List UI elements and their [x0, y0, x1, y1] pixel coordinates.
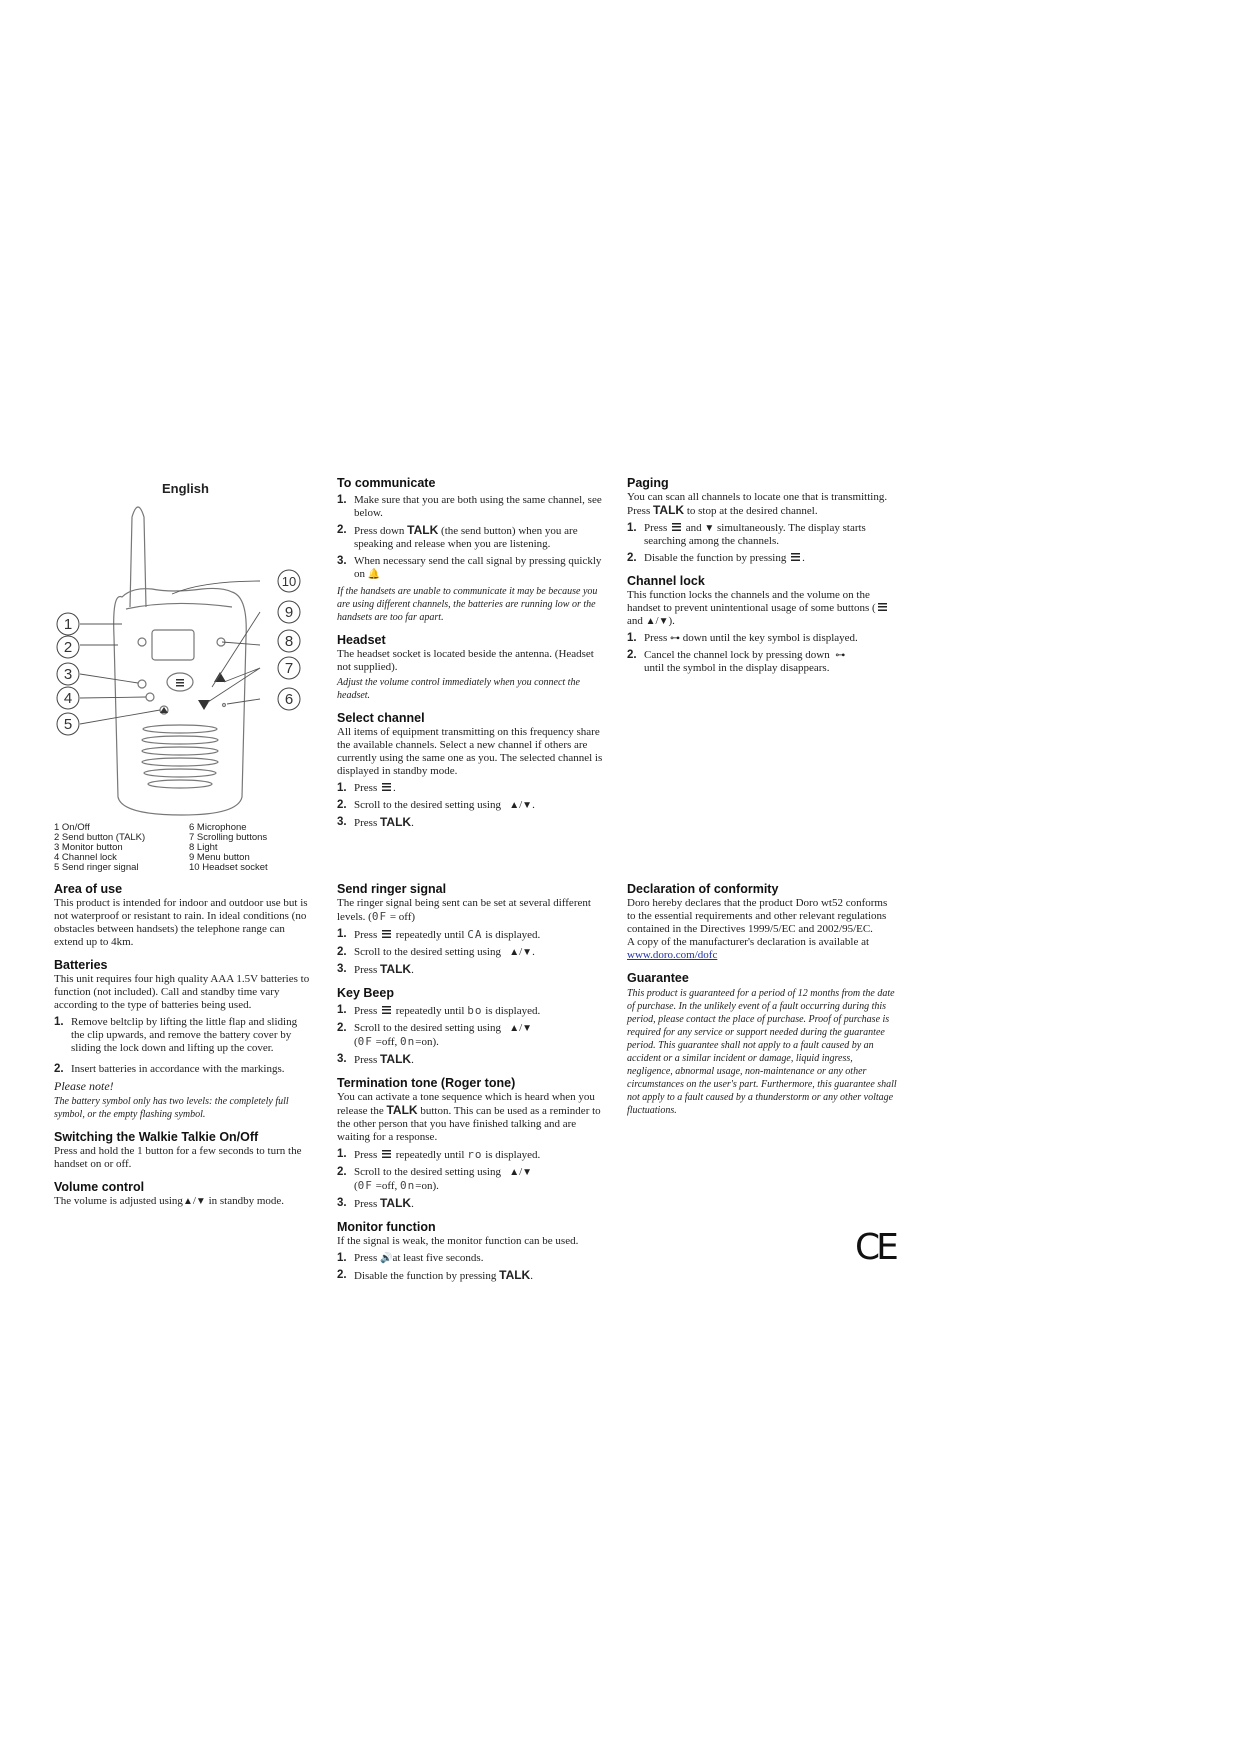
- col3-lower: [627, 873, 897, 1119]
- declaration-copy: A copy of the manufacturer's declaration is available at: [627, 936, 870, 948]
- callout-9: 9: [284, 604, 294, 621]
- ringer-steps: [337, 928, 607, 977]
- down-arrow-icon: ▼: [522, 1023, 533, 1034]
- termination-text: You can activate a tone sequence which is heard when you release the TALK button. This can be used as a reminder to the other person that you have finished talking and are waiting for a response.: [337, 1091, 601, 1143]
- monitor-text: If the signal is weak, the monitor function can be used.: [337, 1235, 579, 1247]
- channel-lock-heading: Channel lock: [627, 574, 705, 588]
- walkie-talkie-diagram: [52, 497, 317, 822]
- area-of-use-heading: Area of use: [54, 882, 123, 896]
- batteries-steps: [54, 1016, 312, 1076]
- monitor-steps: [337, 1252, 607, 1283]
- list-item: 2. Disable the function by pressing TALK.: [337, 1268, 533, 1282]
- down-arrow-icon: ▼: [704, 523, 715, 534]
- communicate-note: If the handsets are unable to communicate it may be because you are using different channels, the batteries are running low or the handsets are too far apart.: [337, 586, 598, 623]
- menu-icon: [382, 1006, 391, 1015]
- battery-note: The battery symbol only has two levels: the completely full symbol, or the empty flashing symbol.: [54, 1096, 289, 1120]
- list-item: 1. Press repeatedly until ro is displayed.: [337, 1148, 541, 1161]
- column-2: [337, 467, 607, 1282]
- down-arrow-icon: ▼: [522, 1167, 533, 1178]
- key-beep-steps: [337, 1004, 607, 1067]
- guarantee-heading: Guarantee: [627, 971, 689, 985]
- paging-heading: Paging: [627, 476, 669, 490]
- down-arrow-icon: ▼: [522, 947, 533, 958]
- termination-steps: [337, 1148, 607, 1211]
- key-icon: ⊶: [835, 650, 846, 661]
- callout-8: 8: [284, 633, 294, 650]
- down-arrow-icon: ▼: [522, 800, 533, 811]
- callout-6: 6: [284, 691, 294, 708]
- col2-lower: [337, 873, 607, 1287]
- callout-3: 3: [63, 666, 73, 683]
- callout-10: 10: [281, 574, 297, 589]
- legend-right: 6 Microphone 7 Scrolling buttons 8 Light 9 Menu button 10 Headset socket: [189, 822, 268, 873]
- guarantee-text: This product is guaranteed for a period of 12 months from the date of purchase. In the unlikely event of a fault occurring during this period, please contact the place of purchase. Proof of purchase is required for any service or support needed during the guarantee period. This guarantee shall not apply to a fault caused by an accident or a similar incident or damage, liquid ingress, negligence, abnormal usage, non-maintenance or any other circumstances on the user's part. Furthermore, this guarantee shall not apply to a fault caused by a thunderstorm or any other voltage fluctuations.: [627, 988, 897, 1116]
- callout-1: 1: [63, 616, 73, 633]
- list-item: 1. Press repeatedly until bo is displayed.: [337, 1004, 541, 1017]
- up-arrow-icon: ▲: [182, 1196, 193, 1207]
- declaration-text: Doro hereby declares that the product Doro wt52 conforms to the essential requirements and other relevant regulations contained in the Directives 1999/5/EC and 2002/95/EC.: [627, 897, 888, 935]
- please-note: Please note!: [54, 1079, 114, 1093]
- menu-icon: [382, 1150, 391, 1159]
- col1-lower: [54, 873, 312, 1208]
- down-arrow-icon: ▼: [195, 1196, 206, 1207]
- paging-text: You can scan all channels to locate one that is transmitting. Press TALK to stop at the desired channel.: [627, 491, 888, 517]
- bell-icon: 🔔: [367, 569, 381, 580]
- paging-steps: [627, 522, 897, 565]
- list-item: 1. Remove beltclip by lifting the little flap and sliding the clip upwards, and remove the battery cover by sliding the lock down and lifting up the cover.: [54, 1016, 298, 1054]
- callout-7: 7: [284, 660, 294, 677]
- batteries-heading: Batteries: [54, 958, 108, 972]
- headset-note: Adjust the volume control immediately when you connect the headset.: [337, 677, 580, 701]
- list-item: 3. Press TALK.: [337, 1052, 414, 1066]
- batteries-text: This unit requires four high quality AAA 1.5V batteries to function (not included). Call and standby time vary according to the type of batteries being used.: [54, 973, 310, 1011]
- channel-lock-text: This function locks the channels and the volume on the handset to prevent unintentional usage of some buttons ( and ▲/▼).: [627, 589, 897, 628]
- select-channel-heading: Select channel: [337, 711, 425, 725]
- list-item: 3. When necessary send the call signal by pressing quickly on 🔔: [337, 555, 602, 580]
- list-item: 1. Press 🔊at least five seconds.: [337, 1252, 484, 1264]
- declaration-link-line: [627, 949, 897, 962]
- key-icon: ⊶: [669, 633, 680, 644]
- legend-left: 1 On/Off 2 Send button (TALK) 3 Monitor button 4 Channel lock 5 Send ringer signal: [54, 822, 146, 873]
- switch-heading: Switching the Walkie Talkie On/Off: [54, 1130, 259, 1144]
- list-item: 2. Scroll to the desired setting using ▲/▼ (0F =off, 0n=on).: [337, 1022, 533, 1048]
- communicate-heading: To communicate: [337, 476, 436, 490]
- up-arrow-icon: ▲: [509, 947, 520, 958]
- list-item: 1. Press and ▼ simultaneously. The display starts searching among the channels.: [627, 522, 866, 547]
- menu-icon: [672, 523, 681, 532]
- up-arrow-icon: ▲: [509, 1167, 520, 1178]
- menu-icon: [382, 930, 391, 939]
- list-item: 1. Make sure that you are both using the same channel, see below.: [337, 494, 602, 519]
- list-item: 1. Press ⊶ down until the key symbol is displayed.: [627, 632, 858, 644]
- monitor-heading: Monitor function: [337, 1220, 436, 1234]
- ce-mark: CE: [855, 1227, 895, 1268]
- callout-2: 2: [63, 639, 73, 656]
- volume-text: The volume is adjusted using▲/▼ in standby mode.: [54, 1195, 285, 1207]
- speaker-icon: 🔊: [379, 1253, 393, 1264]
- volume-heading: Volume control: [54, 1180, 145, 1194]
- up-arrow-icon: ▲: [645, 616, 656, 627]
- ringer-text: The ringer signal being sent can be set at several different levels. (0F = off): [337, 897, 591, 923]
- key-beep-heading: Key Beep: [337, 986, 394, 1000]
- callout-5: 5: [63, 716, 73, 733]
- headset-text: The headset socket is located beside the antenna. (Headset not supplied).: [337, 648, 594, 673]
- list-item: 2. Press down TALK (the send button) when you are speaking and release when you are listening.: [337, 523, 578, 550]
- termination-heading: Termination tone (Roger tone): [337, 1076, 516, 1090]
- declaration-link[interactable]: www.doro.com/dofc: [627, 949, 718, 961]
- list-item: 2. Scroll to the desired setting using ▲/▼.: [337, 799, 535, 811]
- menu-icon: [382, 783, 391, 792]
- column-3: [627, 467, 897, 1268]
- declaration-heading: Declaration of conformity: [627, 882, 779, 896]
- up-arrow-icon: ▲: [509, 800, 520, 811]
- down-arrow-icon: ▼: [658, 616, 669, 627]
- select-channel-steps: [337, 782, 607, 830]
- switch-text: Press and hold the 1 button for a few seconds to turn the handset on or off.: [54, 1145, 302, 1170]
- select-channel-text: All items of equipment transmitting on this frequency share the available channels. Select a new channel if others are currently using the same one as you. The selected channel is displayed in standby mode.: [337, 726, 603, 777]
- channel-lock-steps: [627, 632, 897, 675]
- ringer-heading: Send ringer signal: [337, 882, 447, 896]
- list-item: 3. Press TALK.: [337, 962, 414, 976]
- list-item: 2. Cancel the channel lock by pressing down ⊶ until the symbol in the display disappears.: [627, 649, 846, 674]
- list-item: 2. Scroll to the desired setting using ▲/▼.: [337, 946, 535, 958]
- list-item: 2. Insert batteries in accordance with the markings.: [54, 1063, 285, 1075]
- menu-icon: [791, 553, 800, 562]
- list-item: 2. Scroll to the desired setting using ▲/▼ (0F =off, 0n=on).: [337, 1166, 533, 1192]
- list-item: 2. Disable the function by pressing .: [627, 552, 805, 564]
- list-item: 3. Press TALK.: [337, 1196, 414, 1210]
- headset-heading: Headset: [337, 633, 386, 647]
- callout-4: 4: [63, 690, 73, 707]
- list-item: 1. Press .: [337, 782, 396, 794]
- language-heading: English: [162, 481, 209, 496]
- list-item: 3. Press TALK.: [337, 815, 414, 829]
- list-item: 1. Press repeatedly until CA is displayed.: [337, 928, 541, 941]
- up-arrow-icon: ▲: [509, 1023, 520, 1034]
- area-of-use-text: This product is intended for indoor and outdoor use but is not waterproof or resistant to rain. In ideal conditions (no obstacles between handsets) the telephone range can extend up to 4km.: [54, 897, 308, 948]
- communicate-steps: [337, 494, 607, 581]
- menu-icon: [878, 603, 887, 612]
